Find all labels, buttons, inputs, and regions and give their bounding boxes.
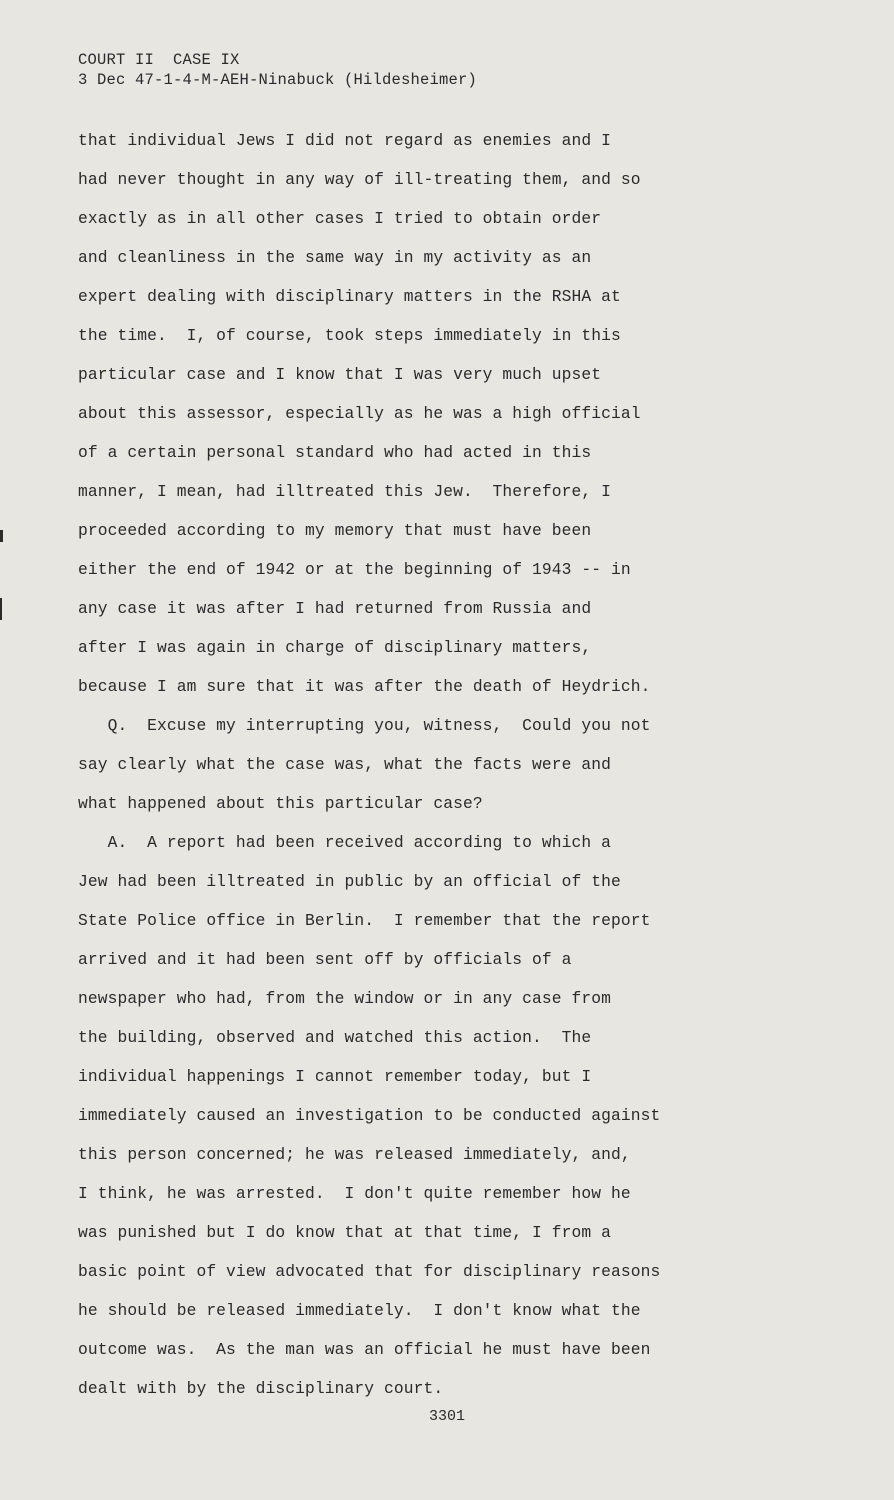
text-line: had never thought in any way of ill-treating them, and so <box>78 170 641 189</box>
text-line: of a certain personal standard who had acted in this <box>78 443 592 462</box>
text-line: basic point of view advocated that for disciplinary reasons <box>78 1262 661 1281</box>
text-line: either the end of 1942 or at the beginning of 1943 -- in <box>78 560 631 579</box>
text-line: was punished but I do know that at that time, I from a <box>78 1223 611 1242</box>
text-line: I think, he was arrested. I don't quite remember how he <box>78 1184 631 1203</box>
text-line: the building, observed and watched this action. The <box>78 1028 592 1047</box>
text-line: outcome was. As the man was an official he must have been <box>78 1340 651 1359</box>
text-line: this person concerned; he was released immediately, and, <box>78 1145 631 1164</box>
binding-mark <box>0 530 3 542</box>
text-line: manner, I mean, had illtreated this Jew. Therefore, I <box>78 482 611 501</box>
question-line: Q. Excuse my interrupting you, witness, Could you not <box>78 716 651 735</box>
text-line: immediately caused an investigation to be conducted against <box>78 1106 661 1125</box>
text-line: after I was again in charge of disciplinary matters, <box>78 638 592 657</box>
text-line: he should be released immediately. I don't know what the <box>78 1301 641 1320</box>
text-line: any case it was after I had returned from Russia and <box>78 599 592 618</box>
text-line: proceeded according to my memory that must have been <box>78 521 592 540</box>
text-line: expert dealing with disciplinary matters in the RSHA at <box>78 287 621 306</box>
header-session-info: 3 Dec 47-1-4-M-AEH-Ninabuck (Hildesheimer) <box>78 71 478 89</box>
header-court-case: COURT II CASE IX <box>78 51 240 69</box>
text-line: that individual Jews I did not regard as enemies and I <box>78 131 611 150</box>
text-line: what happened about this particular case? <box>78 794 483 813</box>
text-line: Jew had been illtreated in public by an official of the <box>78 872 621 891</box>
document-header <box>78 50 477 90</box>
text-line: say clearly what the case was, what the facts were and <box>78 755 611 774</box>
answer-line: A. A report had been received according to which a <box>78 833 611 852</box>
text-line: because I am sure that it was after the death of Heydrich. <box>78 677 651 696</box>
text-line: newspaper who had, from the window or in any case from <box>78 989 611 1008</box>
binding-mark <box>0 598 2 620</box>
transcript-body <box>78 126 778 1413</box>
text-line: the time. I, of course, took steps immediately in this <box>78 326 621 345</box>
text-line: individual happenings I cannot remember today, but I <box>78 1067 592 1086</box>
text-line: about this assessor, especially as he was a high official <box>78 404 641 423</box>
text-line: particular case and I know that I was very much upset <box>78 365 602 384</box>
text-line: and cleanliness in the same way in my activity as an <box>78 248 592 267</box>
text-line: arrived and it had been sent off by officials of a <box>78 950 572 969</box>
page-number: 3301 <box>428 1408 465 1425</box>
text-line: dealt with by the disciplinary court. <box>78 1379 444 1398</box>
text-line: State Police office in Berlin. I remember that the report <box>78 911 651 930</box>
text-line: exactly as in all other cases I tried to obtain order <box>78 209 602 228</box>
